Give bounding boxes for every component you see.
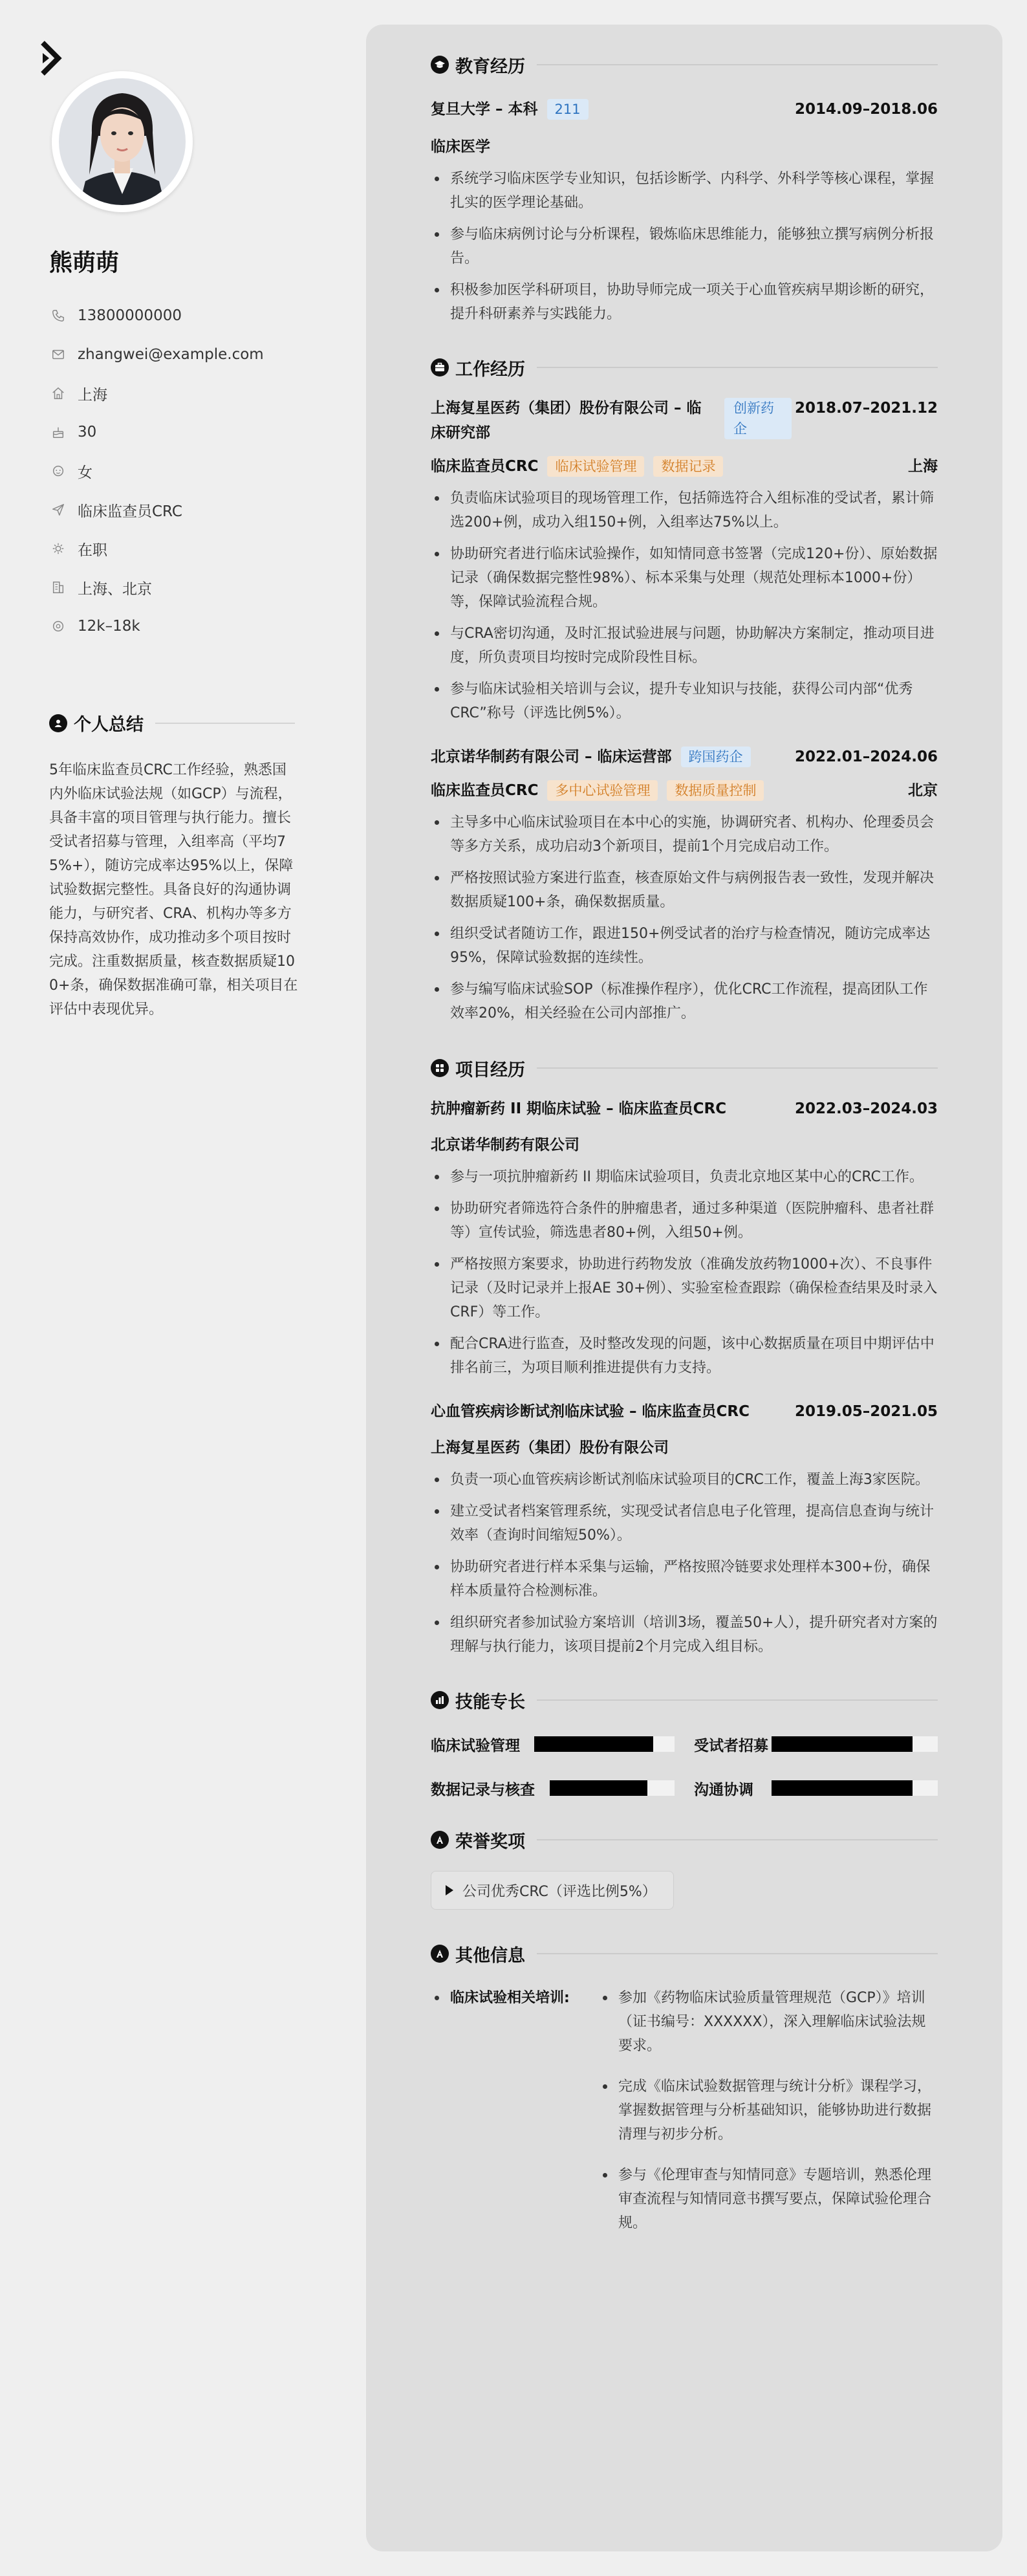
- list-item: 系统学习临床医学专业知识，包括诊断学、内科学、外科学等核心课程，掌握扎实的医学理论基础。: [431, 167, 938, 215]
- list-item: 完成《临床试验数据管理与统计分析》课程学习，掌握数据管理与分析基础知识，能够协助进行数据清理与初步分析。: [599, 2075, 938, 2146]
- divider: [537, 1067, 938, 1069]
- divider: [537, 1839, 938, 1840]
- divider: [155, 723, 295, 724]
- company-name: 上海复星医药（集团）股份有限公司 – 临床研究部: [431, 400, 702, 441]
- divider: [537, 64, 938, 65]
- list-item: 参与临床病例讨论与分析课程，锻炼临床思维能力，能够独立撰写病例分析报告。: [431, 223, 938, 270]
- skill-label: 受试者招募: [694, 1737, 768, 1754]
- company-tag: 跨国药企: [681, 747, 751, 767]
- project-header: [431, 1097, 938, 1121]
- cake-icon: [49, 423, 67, 441]
- user-icon: [49, 714, 67, 732]
- profile-name: 熊萌萌: [49, 250, 120, 276]
- skill-label: 临床试验管理: [431, 1737, 520, 1754]
- skill-tag: 数据记录: [653, 456, 723, 477]
- list-item: 协助研究者筛选符合条件的肿瘤患者，通过多种渠道（医院肿瘤科、患者社群等）宣传试验，筛选患者80+例，入组50+例。: [431, 1197, 938, 1245]
- contact-email: [49, 335, 308, 374]
- salary-icon: [49, 617, 67, 635]
- education-major: [431, 135, 938, 159]
- summary-header: [49, 710, 295, 736]
- project-bullets: [431, 1165, 938, 1380]
- list-item: 负责临床试验项目的现场管理工作，包括筛选符合入组标准的受试者，累计筛选200+例，成功入组150+例，入组率达75%以上。: [431, 486, 938, 534]
- avatar: [52, 71, 193, 212]
- education-date: 2014.09–2018.06: [794, 101, 938, 118]
- honors-header: [431, 1826, 938, 1854]
- project-header: [431, 1399, 938, 1424]
- graduation-cap-icon: [431, 56, 449, 74]
- contact-salary: [49, 607, 308, 646]
- education-title: 教育经历: [455, 56, 525, 77]
- job-city: 上海: [908, 458, 938, 475]
- skill-bar-fill: [772, 1736, 913, 1752]
- job-header: [431, 745, 938, 769]
- job-role: 临床监查员CRC: [431, 458, 539, 475]
- project-name: 心血管疾病诊断试剂临床试验 – 临床监查员CRC: [431, 1403, 750, 1420]
- other-bullets: [599, 1986, 938, 2252]
- job-role-row: [431, 778, 938, 803]
- divider: [537, 367, 938, 368]
- list-item: 协助研究者进行临床试验操作，如知情同意书签署（完成120+份）、原始数据记录（确保数据完整性98%）、标本采集与处理（规范处理标本1000+份）等，保障试验流程合规。: [431, 542, 938, 614]
- list-item: 与CRA密切沟通，及时汇报试验进展与问题，协助解决方案制定，推动项目进度，所负责项目均按时完成阶段性目标。: [431, 622, 938, 670]
- school-name: 复旦大学 – 本科: [431, 101, 538, 118]
- contact-text: 上海: [78, 386, 107, 404]
- divider: [537, 1699, 938, 1701]
- contact-status: [49, 529, 308, 568]
- job-role-row: [431, 454, 938, 479]
- skill-tag: 数据质量控制: [667, 780, 764, 801]
- project-date: 2022.03–2024.03: [794, 1100, 938, 1117]
- skill-bar: [550, 1780, 675, 1796]
- list-item: 参与一项抗肿瘤新药 II 期临床试验项目，负责北京地区某中心的CRC工作。: [431, 1165, 938, 1189]
- list-item: 配合CRA进行监查，及时整改发现的问题，该中心数据质量在项目中期评估中排名前三，为项目顺利推进提供有力支持。: [431, 1332, 938, 1380]
- status-icon: [49, 540, 67, 558]
- contact-age: [49, 413, 308, 452]
- job-role: 临床监查员CRC: [431, 782, 539, 799]
- summary-title: 个人总结: [74, 715, 144, 735]
- company-name: 北京诺华制药有限公司 – 临床运营部: [431, 748, 672, 765]
- job-city: 北京: [908, 782, 938, 799]
- skill-bar: [772, 1780, 938, 1796]
- work-header: [431, 353, 938, 382]
- honors-title: 荣誉奖项: [455, 1831, 525, 1852]
- contact-text: 在职: [78, 541, 107, 559]
- list-item: 主导多中心临床试验项目在本中心的实施，协调研究者、机构办、伦理委员会等多方关系，成功启动3个新项目，提前1个月完成启动工作。: [431, 811, 938, 858]
- project-org: [431, 1133, 938, 1157]
- list-item: 参与《伦理审查与知情同意》专题培训，熟悉伦理审查流程与知情同意书撰写要点，保障试验伦理合规。: [599, 2163, 938, 2235]
- project-org-text: 北京诺华制药有限公司: [431, 1137, 579, 1153]
- skill-bar-fill: [534, 1736, 653, 1752]
- list-item: 协助研究者进行样本采集与运输，严格按照冷链要求处理样本300+份，确保样本质量符合检测标准。: [431, 1555, 938, 1603]
- job-date: 2018.07–2021.12: [794, 400, 938, 417]
- skill-bar: [772, 1736, 938, 1752]
- award-item: [431, 1871, 674, 1910]
- contact-text: 13800000000: [78, 307, 182, 324]
- skill-bar-fill: [772, 1780, 913, 1796]
- summary-text: 5年临床监查员CRC工作经验，熟悉国内外临床试验法规（如GCP）与流程，具备丰富的项目管理与执行能力。擅长受试者招募与管理，入组率高（平均75%+），随访完成率达95%以上，保障试验数据完整性。具备良好的沟通协调能力，与研究者、CRA、机构办等多方保持高效协作，成功推动多个项目按时完成。注重数据质量，核查数据质疑100+条，确保数据准确可靠，相关项目在评估中表现优异。: [49, 762, 298, 1018]
- send-icon: [49, 501, 67, 519]
- work-title: 工作经历: [455, 359, 525, 380]
- contact-gender: [49, 452, 308, 490]
- skills-title: 技能专长: [455, 1692, 525, 1712]
- projects-header: [431, 1054, 938, 1082]
- project-bullets: [431, 1468, 938, 1659]
- contact-text: 12k–18k: [78, 618, 140, 635]
- skill-label: 沟通协调: [694, 1781, 753, 1798]
- project-date: 2019.05–2021.05: [794, 1403, 938, 1420]
- job-header: [431, 396, 938, 445]
- contact-list: [49, 296, 308, 646]
- mail-icon: [49, 345, 67, 364]
- project-org-text: 上海复星医药（集团）股份有限公司: [431, 1439, 669, 1456]
- skills-grid: [431, 1729, 938, 1804]
- skill-item: [694, 1773, 938, 1804]
- skill-tag: 临床试验管理: [547, 456, 644, 477]
- other-info: [431, 1986, 938, 2252]
- briefcase-icon: [431, 358, 449, 377]
- projects-title: 项目经历: [455, 1060, 525, 1080]
- project-name: 抗肿瘤新药 II 期临床试验 – 临床监查员CRC: [431, 1100, 727, 1117]
- info-icon: [431, 1945, 449, 1963]
- list-item: 参与编写临床试验SOP（标准操作程序），优化CRC工作流程，提高团队工作效率20%，相关经验在公司内部推广。: [431, 977, 938, 1025]
- award-text: 公司优秀CRC（评选比例5%）: [462, 1883, 656, 1900]
- list-item: 积极参加医学科研项目，协助导师完成一项关于心血管疾病早期诊断的研究，提升科研素养与实践能力。: [431, 278, 938, 326]
- skill-bar: [534, 1736, 675, 1752]
- main-card: [366, 25, 1002, 2551]
- school-tag: 211: [547, 99, 589, 120]
- contact-phone: [49, 296, 308, 335]
- list-item: 建立受试者档案管理系统，实现受试者信息电子化管理，提高信息查询与统计效率（查询时间缩短50%）。: [431, 1500, 938, 1547]
- home-icon: [49, 384, 67, 402]
- phone-icon: [49, 307, 67, 325]
- education-bullets: [431, 167, 938, 326]
- list-item: 参与临床试验相关培训与会议，提升专业知识与技能，获得公司内部“优秀CRC”称号（评选比例5%）。: [431, 677, 938, 725]
- major-text: 临床医学: [431, 138, 490, 155]
- grid-icon: [431, 1059, 449, 1077]
- contact-position: [49, 490, 308, 529]
- contact-city: [49, 374, 308, 413]
- list-item: 严格按照方案要求，协助进行药物发放（准确发放药物1000+次）、不良事件记录（及时记录并上报AE 30+例）、实验室检查跟踪（确保检查结果及时录入CRF）等工作。: [431, 1252, 938, 1324]
- other-title: 其他信息: [455, 1945, 525, 1966]
- bar-chart-icon: [431, 1691, 449, 1709]
- company-tag: 创新药企: [724, 398, 792, 439]
- contact-text: zhangwei@example.com: [78, 346, 264, 363]
- other-header: [431, 1939, 938, 1968]
- project-org: [431, 1435, 938, 1460]
- skill-label: 数据记录与核查: [431, 1781, 535, 1798]
- education-entry-header: [431, 97, 938, 122]
- avatar-portrait-icon: [52, 71, 193, 212]
- building-icon: [49, 578, 67, 596]
- contact-text: 30: [78, 424, 97, 441]
- award-icon: [431, 1831, 449, 1849]
- divider: [537, 1953, 938, 1954]
- main-content: [431, 50, 938, 2252]
- gender-icon: [49, 462, 67, 480]
- list-item: 负责一项心血管疾病诊断试剂临床试验项目的CRC工作，覆盖上海3家医院。: [431, 1468, 938, 1492]
- job-date: 2022.01–2024.06: [794, 748, 938, 765]
- list-item: 参加《药物临床试验质量管理规范（GCP）》培训（证书编号：XXXXXX），深入理解临床试验法规要求。: [599, 1986, 938, 2058]
- left-sidebar: [0, 0, 349, 2576]
- other-key: 临床试验相关培训:: [431, 1986, 599, 2252]
- job-bullets: [431, 486, 938, 725]
- play-icon: [446, 1885, 453, 1895]
- contact-text: 女: [78, 464, 92, 481]
- contact-text: 临床监查员CRC: [78, 503, 182, 520]
- list-item: 组织受试者随访工作，跟进150+例受试者的治疗与检查情况，随访完成率达95%，保障试验数据的连续性。: [431, 922, 938, 970]
- skills-header: [431, 1686, 938, 1714]
- logo-icon: [40, 40, 69, 79]
- skill-tag: 多中心试验管理: [547, 780, 658, 801]
- contact-work-city: [49, 568, 308, 607]
- contact-text: 上海、北京: [78, 580, 152, 598]
- skill-item: [431, 1773, 675, 1804]
- education-header: [431, 50, 938, 79]
- list-item: 组织研究者参加试验方案培训（培训3场，覆盖50+人），提升研究者对方案的理解与执行能力，该项目提前2个月完成入组目标。: [431, 1611, 938, 1659]
- list-item: 严格按照试验方案进行监查，核查原始文件与病例报告表一致性，发现并解决数据质疑100+条，确保数据质量。: [431, 866, 938, 914]
- skill-item: [431, 1729, 675, 1760]
- job-bullets: [431, 811, 938, 1025]
- skill-bar-fill: [550, 1780, 647, 1796]
- skill-item: [694, 1729, 938, 1760]
